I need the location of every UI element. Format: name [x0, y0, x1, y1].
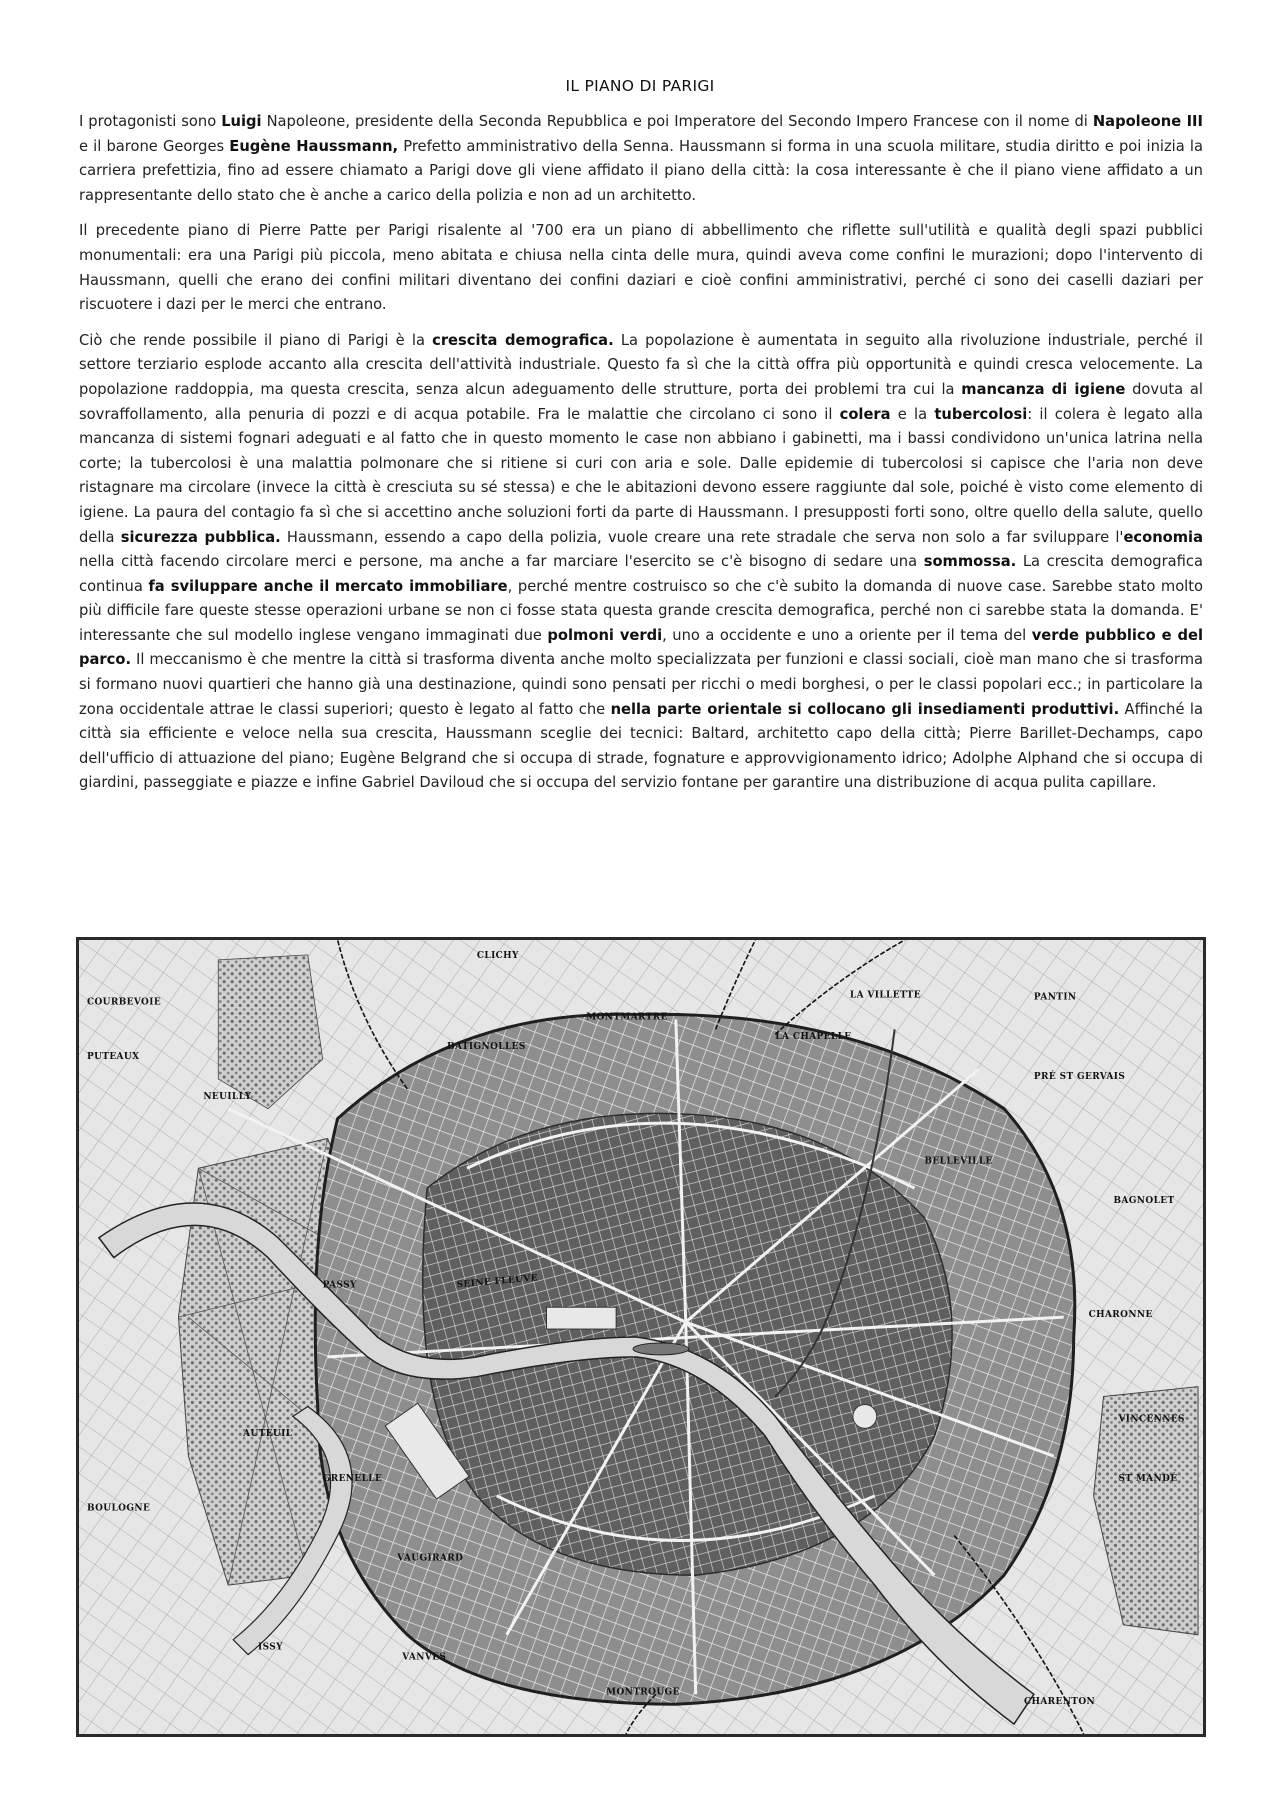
place-du-trone	[853, 1404, 877, 1428]
emphasis-text: colera	[839, 405, 891, 423]
emphasis-text: nella parte orientale si collocano gli insediamenti produttivi.	[610, 700, 1120, 718]
emphasis-text: Eugène Haussmann,	[229, 137, 399, 155]
text-run: dovuta al sovraffollamento, alla penuria di pozzi e di acqua potabile. Fra le malattie che circolano ci sono il	[79, 380, 1203, 423]
label-vanves: VANVES	[402, 1652, 447, 1663]
label-pantin: PANTIN	[1033, 992, 1077, 1003]
label-courbevoie: COURBEVOIE	[86, 997, 162, 1008]
emphasis-text: sicurezza pubblica.	[120, 528, 281, 546]
emphasis-text: economia	[1123, 528, 1203, 546]
label-seine: SEINE FLEUVE	[456, 1273, 539, 1291]
label-montrouge: MONTROUGE	[606, 1687, 680, 1698]
tuileries-garden	[547, 1307, 617, 1329]
emphasis-text: tubercolosi	[934, 405, 1028, 423]
text-run: nella città facendo circolare merci e persone, ma anche a far marciare l'esercito se c'è bisogno di sedare una	[79, 553, 924, 571]
label-charonne: CHARONNE	[1088, 1310, 1153, 1321]
text-run: Il meccanismo è che mentre la città si trasforma diventa anche molto specializzata per funzioni e classi sociali, cioè man mano che si trasforma si formano nuovi quartieri che hanno già una destinazione, quindi sono pensati per ricchi o medi borghesi, o per le classi popolari ecc.; in particolare la zona occidentale attrae le classi superiori; questo è legato al fatto che	[79, 651, 1203, 718]
label-vaugirard: VAUGIRARD	[397, 1553, 464, 1564]
emphasis-text: mancanza di igiene	[961, 380, 1126, 398]
page-title: IL PIANO DI PARIGI	[565, 77, 715, 95]
body-text	[79, 110, 1203, 807]
text-run: Prefetto amministrativo della Senna. Haussmann si forma in una scuola militare, studia diritto e poi inizia la carriera prefettizia, fino ad essere chiamato a Parigi dove gli viene affidato il piano della città: la cosa interessante è che il piano viene affidato a un rappresentante dello stato che è anche a carico della polizia e non ad un architetto.	[79, 137, 1203, 204]
emphasis-text: crescita demografica.	[432, 331, 614, 349]
label-la-chapelle: LA CHAPELLE	[775, 1032, 852, 1043]
text-run: e la	[890, 405, 935, 423]
map-of-paris-figure	[76, 937, 1206, 1737]
text-run: I protagonisti sono	[79, 113, 222, 130]
emphasis-text: fa sviluppare anche il	[148, 577, 330, 595]
label-pre-st-gervais: PRÉ ST GERVAIS	[1033, 1071, 1126, 1082]
label-passy: PASSY	[322, 1280, 357, 1291]
emphasis-text: Napoleone III	[1092, 113, 1203, 130]
text-run: e il barone Georges	[79, 137, 230, 155]
label-boulogne: BOULOGNE	[86, 1503, 151, 1514]
label-montmartre: MONTMARTRE	[586, 1012, 668, 1023]
emphasis-text: polmoni verdi	[547, 626, 663, 644]
text-run: La crescita demografica continua	[79, 553, 1203, 595]
label-la-villette: LA VILLETTE	[849, 990, 921, 1001]
text-run: La popolazione è aumentata in seguito alla rivoluzione industriale, perché il settore terziario esplode accanto alla crescita dell'attività industriale. Questo fa sì che la città offra più opportunità e quindi cresca velocemente. La popolazione raddoppia, ma questa crescita, senza alcun adeguamento delle strutture, porta dei problemi tra cui la	[79, 331, 1203, 398]
emphasis-text: verde pubblico e del parco.	[79, 626, 1204, 669]
text-run: Il precedente piano di Pierre Patte per Parigi risalente al '700 era un piano di abbellimento che riflette sull'utilità e qualità degli spazi pubblici monumentali: era una Parigi più piccola, meno abitata e chiusa nella cinta delle mura, quindi aveva come confini le murazioni; dopo l'intervento di Haussmann, quelli che erano dei confini militari diventano dei confini daziari e cioè confini amministrativi, perché ci sono dei caselli daziari per riscuotere i dazi per le merci che entrano.	[79, 222, 1203, 314]
label-belleville: BELLEVILLE	[924, 1156, 993, 1167]
paragraph-3	[79, 329, 1203, 796]
label-st-mande: ST MANDÉ	[1118, 1473, 1178, 1484]
map-drawing	[79, 940, 1203, 1734]
label-batignolles: BATIGNOLLES	[447, 1042, 526, 1053]
text-run: Ciò che rende possibile il piano di Parigi è la	[79, 331, 433, 349]
ile-de-la-cite	[633, 1343, 689, 1355]
text-run: , uno a occidente e uno a oriente per il tema del	[662, 626, 1032, 644]
text-run: Haussmann, essendo a capo della polizia, vuole creare una rete stradale che serva non solo a far sviluppare l'	[280, 528, 1124, 546]
label-bagnolet: BAGNOLET	[1113, 1196, 1175, 1207]
paragraph-2	[79, 219, 1203, 317]
label-auteuil: AUTEUIL	[243, 1429, 293, 1440]
label-neuilly: NEUILLY	[203, 1091, 252, 1102]
text-run: Napoleone, presidente della Seconda Repubblica e poi Imperatore del Secondo Impero Francese con il nome di	[261, 113, 1093, 130]
label-charenton: CHARENTON	[1023, 1697, 1096, 1708]
text-run: : il colera è legato alla mancanza di sistemi fognari adeguati e al fatto che in questo momento le case non abbiano i gabinetti, ma i bassi condividono un'unica latrina nella corte; la tubercolosi è una malattia polmonare che si ritiene si curi con aria e sole. Dalle epidemie di tubercolosi si capisce che l'aria non deve ristagnare ma circolare (invece la città è cresciuta su sé stessa) e che le abitazioni devono essere raggiunte dal sole, poiché è visto come elemento di igiene. La paura del contagio fa sì che si accettino anche soluzioni forti da parte di Haussmann. I presupposti forti sono, oltre quello della salute, quello della	[79, 405, 1203, 546]
label-puteaux: PUTEAUX	[86, 1052, 140, 1063]
label-issy: ISSY	[258, 1642, 283, 1653]
label-grenelle: GRENELLE	[322, 1473, 383, 1484]
label-vincennes: VINCENNES	[1118, 1414, 1185, 1425]
emphasis-text: Luigi	[221, 113, 262, 130]
paragraph-1	[79, 110, 1203, 208]
label-clichy: CLICHY	[476, 950, 519, 961]
text-run: , perché mentre costruisco so che c'è subito la domanda di nuove case. Sarebbe stato molto più difficile fare queste stesse operazioni urbane se non ci fosse stata questa grande crescita demografica, perché non ci sarebbe stata la domanda. E' interessante che sul modello inglese vengano immaginati due	[79, 577, 1204, 644]
emphasis-text: sommossa.	[923, 553, 1017, 571]
emphasis-text: mercato immobiliare	[334, 577, 508, 595]
text-run: Affinché la città sia efficiente e veloce nella sua crescita, Haussmann sceglie dei tecnici: Baltard, architetto capo della città; Pierre Barillet-Dechamps, capo dell'ufficio di attuazione del piano; Eugène Belgrand che si occupa di strade, fognature e approvvigionamento idrico; Adolphe Alphand che si occupa di giardini, passeggiate e piazze e infine Gabriel Daviloud che si occupa del servizio fontane per garantire una distribuzione di acqua pulita capillare.	[79, 700, 1203, 792]
